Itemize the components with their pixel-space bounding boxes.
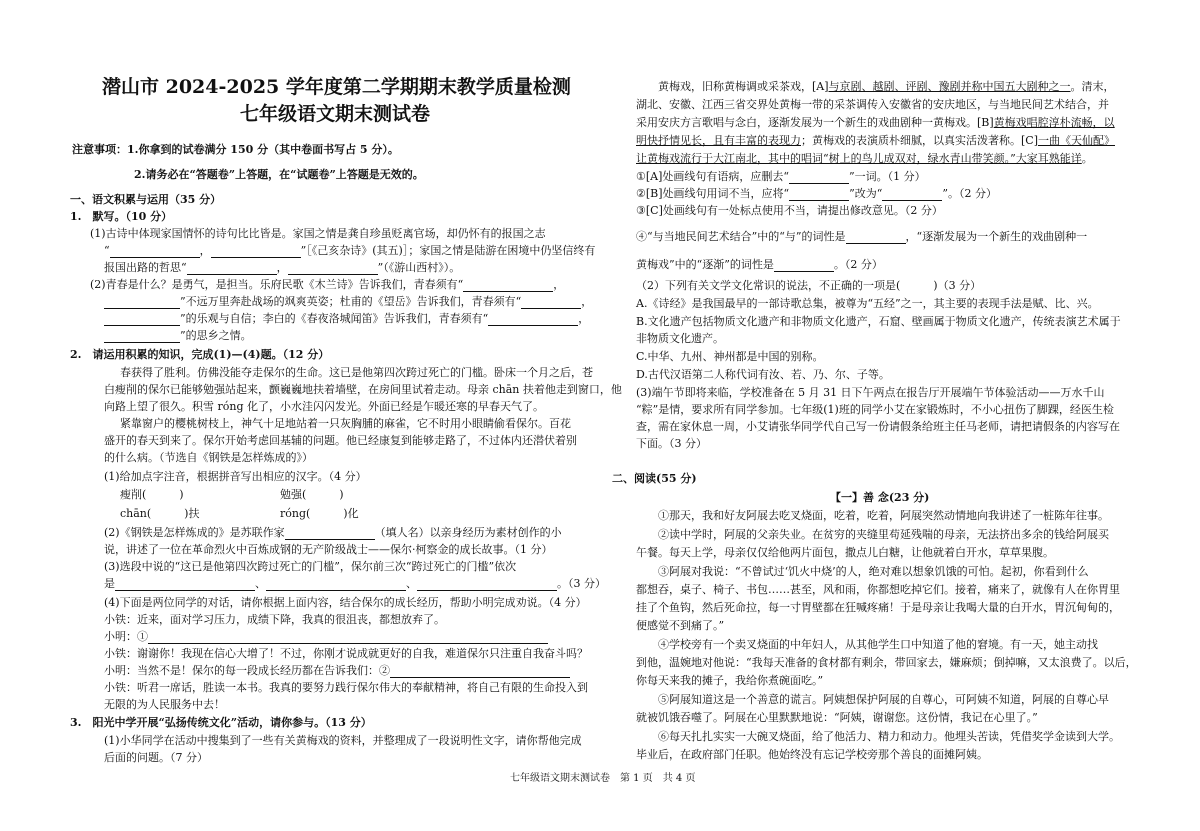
answer-blank[interactable]: [417, 579, 557, 591]
reading-title: 【一】善 念(23 分): [830, 491, 930, 504]
reading-paragraph: ②读中学时，阿展的父亲失业。在贫穷的夹缝里苟延残喘的母亲，无法挤出多余的钱给阿展买: [658, 528, 1109, 541]
q1-line-4: (2)青春是什么？是勇气，是担当。乐府民歌《木兰诗》告诉我们，青春须有“ ，: [90, 278, 565, 291]
info-line: 让黄梅戏流行于大江南北，其中的唱词“树上的鸟儿成双对，绿水青山带笑颜。”大家耳熟能详。: [636, 152, 1093, 165]
notes-2: 2.请务必在“答题卷”上答题，在“试题卷”上答题是无效的。: [134, 168, 424, 181]
answer-blank[interactable]: [488, 314, 578, 326]
answer-blank[interactable]: [288, 263, 378, 275]
passage-line: 白瘦削的保尔已能够勉强站起来，颤巍巍地扶着墙壁，在房间里试着走动。母亲 chān 扶着他走到窗口，他: [104, 383, 622, 396]
subq-a: ①[A]处画线句有语病，应删去“ ”一词。（1 分）: [636, 170, 926, 183]
q1-line-6: ”的乐观与自信；李白的《春夜洛城闻笛》告诉我们，青春须有“ ，: [104, 312, 589, 326]
subq-c: ③[C]处画线句有一处标点使用不当，请提出修改意见。（2 分）: [636, 204, 943, 217]
answer-blank[interactable]: [789, 189, 849, 201]
section-2-heading: 二、阅读(55 分): [612, 472, 697, 485]
info-line: 湖北、安徽、江西三省交界处黄梅一带的采茶调传入安徽省的安庆地区，与当地民间艺术结合，并: [636, 98, 1109, 111]
reading-paragraph: 挂了个鱼钩，然后死命拉，每一寸胃壁都在狂喊疼痛！于是母亲让我喝大量的白开水，胃沉甸甸的，: [636, 601, 1120, 614]
answer-blank[interactable]: [463, 280, 553, 292]
reading-paragraph: 就被饥饿吞噬了。阿展在心里默默地说：“阿姨，谢谢您。这份情，我记在心里了。”: [636, 711, 1038, 724]
reading-paragraph: ①那天，我和好友阿展去吃叉烧面，吃着，吃着，阿展突然动情地向我讲述了一桩陈年往事。: [658, 509, 1109, 522]
answer-blank[interactable]: [521, 297, 581, 309]
dialogue-line: 小铁：听君一席话，胜读一本书。我真的要努力践行保尔伟大的奉献精神，将自己有限的生命投入到: [104, 681, 588, 694]
answer-blank[interactable]: [148, 632, 548, 644]
q1-line-2: “ ， ”［《己亥杂诗》(其五)］；家国之情是陆游在困境中仍坚信终有: [104, 244, 596, 257]
exam-subtitle: 七年级语文期末测试卷: [240, 103, 431, 125]
answer-blank[interactable]: [789, 172, 849, 184]
subq-d-line-1: ④“与当地民间艺术结合”中的“与”的词性是 ，“逐渐发展为一个新生的戏曲剧种一: [636, 230, 1088, 243]
answer-blank[interactable]: [774, 260, 834, 272]
reading-paragraph: ⑤阿展知道这是一个善意的谎言。阿姨想保护阿展的自尊心，可阿姨不知道，阿展的自尊心早: [658, 693, 1109, 706]
dialogue-line: 小铁：谢谢你！我现在信心大增了！不过，你刚才说成就更好的自我，难道保尔只注重自我奋斗吗？: [104, 647, 588, 660]
q2-2-line-1: (2)《钢铁是怎样炼成的》是苏联作家 （填人名）以亲身经历为素材创作的小: [104, 526, 562, 539]
reading-paragraph: 毕业后，在政府部门任职。他始终没有忘记学校旁那个善良的面摊阿姨。: [636, 748, 988, 761]
pinyin-item[interactable]: róng( )化: [280, 507, 359, 520]
dialogue-line: 小明：当然不是！保尔的每一段成长经历都在告诉我们：②: [104, 664, 570, 678]
answer-blank[interactable]: [266, 579, 406, 591]
reading-paragraph: ③阿展对我说：“不曾试过‘饥火中烧’的人，绝对难以想象饥饿的可怕。起初，你看到什么: [658, 565, 1089, 578]
info-line: 黄梅戏，旧称黄梅调或采茶戏，[A]与京剧、越剧、评剧、豫剧并称中国五大剧种之一。清末，: [658, 80, 1115, 93]
answer-blank[interactable]: [846, 232, 906, 244]
passage-line: 的什么病。（节选自《钢铁是怎样炼成的》）: [104, 451, 313, 464]
pinyin-item[interactable]: chān( )扶: [120, 507, 200, 520]
passage-line: 紧靠窗户的樱桃树枝上，神气十足地站着一只灰胸脯的麻雀，它不时用小眼睛偷看保尔。百花: [120, 417, 571, 430]
option-b-cont: 非物质文化遗产。: [636, 332, 724, 345]
q3-3-line: “粽”是情，要求所有同学参加。七年级(1)班的同学小艾在家锻炼时，不小心扭伤了脚踝，经医生检: [636, 403, 1114, 416]
reading-paragraph: 到他，温婉地对他说：“我每天准备的食材都有剩余，带回家去，嫌麻烦；倒掉嘛，又太浪费了。以后，: [636, 656, 1137, 669]
answer-blank[interactable]: [115, 579, 255, 591]
q1-line-3: 报国出路的哲思“ ， ”（《游山西村》）。: [104, 261, 461, 274]
q2-1-prompt: (1)给加点字注音，根据拼音写出相应的汉字。（4 分）: [104, 470, 367, 483]
q1-line-1: (1)古诗中体现家国情怀的诗句比比皆是。家国之情是龚自珍虽贬离官场，却仍怀有的报国之志: [90, 227, 546, 240]
reading-paragraph: 都想吞，桌子、椅子、书包……甚至，风和雨，你都想吃掉它们。接着，痛来了，就像有人在你胃里: [636, 583, 1120, 596]
q2-4-prompt: (4)下面是两位同学的对话，请你根据上面内容，结合保尔的成长经历，帮助小明完成劝说。（4 分）: [104, 596, 587, 609]
q2-3-line-2: 是 、 、 。（3 分）: [104, 577, 606, 590]
answer-blank[interactable]: [390, 666, 570, 678]
subq-d-line-2: 黄梅戏”中的“逐渐”的词性是 。（2 分）: [636, 258, 883, 271]
answer-blank[interactable]: [104, 331, 180, 343]
q3-3-line: 查，需在家休息一周，小艾请张华同学代自己写一份请假条给班主任马老师，请把请假条的内容写在: [636, 420, 1120, 433]
answer-blank[interactable]: [110, 246, 200, 258]
answer-blank[interactable]: [104, 314, 180, 326]
q3-3-line: (3)端午节即将来临，学校准备在 5 月 31 日下午两点在报告厅开展端午节体验活动——万水千山: [636, 386, 1105, 399]
passage-line: 向路上望了很久。积雪 róng 化了，小水洼闪闪发光。外面已经是乍暖还寒的早春天气了。: [104, 400, 544, 413]
reading-paragraph: 午餐。每天上学，母亲仅仅给他两片面包，撒点儿白糖，让他就着白开水，草草果腹。: [636, 546, 1054, 559]
q3-1-line-1: (1)小华同学在活动中搜集到了一些有关黄梅戏的资料，并整理成了一段说明性文字，请你帮他完成: [104, 734, 582, 747]
page-footer: 七年级语文期末测试卷 第 1 页 共 4 页: [510, 773, 696, 784]
answer-blank[interactable]: [882, 189, 942, 201]
question-2: 2. 请运用积累的知识，完成(1)—(4)题。（12 分）: [70, 348, 330, 361]
q3-3-line: 下面。（3 分）: [636, 437, 707, 450]
answer-blank[interactable]: [187, 263, 277, 275]
reading-paragraph: ④学校旁有一个卖叉烧面的中年妇人，从其他学生口中知道了他的窘境。有一天，她主动找: [658, 638, 1098, 651]
reading-paragraph: ⑥每天扎扎实实一大碗叉烧面，给了他活力、精力和动力。他埋头苦读，凭借奖学金读到大学。: [658, 730, 1120, 743]
answer-blank[interactable]: [211, 246, 301, 258]
answer-blank[interactable]: [285, 528, 375, 540]
dialogue-line: 小明：①: [104, 630, 548, 644]
q2-2-line-2: 说，讲述了一位在革命烈火中百炼成钢的无产阶级战士——保尔·柯察金的成长故事。（1 分）: [104, 543, 553, 556]
reading-paragraph: 便感觉不到痛了。”: [636, 619, 725, 632]
answer-blank[interactable]: [104, 297, 180, 309]
reading-paragraph: 你每天来我的摊子，我给你煮碗面吃。”: [636, 674, 824, 687]
exam-title: 潜山市 2024-2025 学年度第二学期期末教学质量检测: [102, 76, 571, 98]
section-1-heading: 一、语文积累与运用（35 分）: [70, 193, 222, 206]
pinyin-item[interactable]: 勉强( ): [280, 488, 344, 501]
passage-line: 盛开的春天到来了。保尔开始考虑回基辅的问题。他已经康复到能够走路了，不过体内还潜伏着别: [104, 434, 577, 447]
info-line: 明快抒情见长，且有丰富的表现力；黄梅戏的表演质朴细腻，以真实活泼著称。[C]一曲《天仙配》: [636, 134, 1115, 147]
notes-1: 注意事项：1.你拿到的试卷满分 150 分（其中卷面书写占 5 分）。: [72, 143, 399, 156]
q1-line-7: ”的思乡之情。: [104, 329, 252, 343]
option-b[interactable]: B.文化遗产包括物质文化遗产和非物质文化遗产，石窟、壁画属于物质文化遗产，传统表演艺术属于: [636, 315, 1121, 328]
dialogue-line: 无限的为人民服务中去！: [104, 698, 225, 711]
question-3: 3. 阳光中学开展“弘扬传统文化”活动，请你参与。（13 分）: [70, 716, 372, 729]
q1-line-5: ”不远万里奔赴战场的飒爽英姿；杜甫的《望岳》告诉我们，青春须有“ ，: [104, 295, 592, 309]
pinyin-item[interactable]: 瘦削( ): [120, 488, 184, 501]
subq-b: ②[B]处画线句用词不当，应将“ ”改为“ ”。（2 分）: [636, 187, 998, 200]
q3-1-line-2: 后面的问题。（7 分）: [104, 751, 208, 764]
q3-2-prompt: （2）下列有关文学文化常识的说法，不正确的一项是( )（3 分）: [636, 279, 982, 292]
q2-3-line-1: (3)选段中说的“这已是他第四次跨过死亡的门槛”，保尔前三次“跨过死亡的门槛”依次: [104, 560, 517, 573]
question-1: 1. 默写。（10 分）: [70, 210, 173, 223]
passage-line: 春获得了胜利。仿佛没能夺走保尔的生命。这已是他第四次跨过死亡的门槛。卧床一个月之后，苍: [120, 366, 593, 379]
dialogue-line: 小铁：近来，面对学习压力，成绩下降，我真的很沮丧，都想放弃了。: [104, 613, 445, 626]
option-a[interactable]: A.《诗经》是我国最早的一部诗歌总集，被尊为“五经”之一，其主要的表现手法是赋、比、兴。: [636, 297, 1099, 310]
info-line: 采用安庆方言歌唱与念白，逐渐发展为一个新生的戏曲剧种一黄梅戏。[B]黄梅戏唱腔淳朴流畅，以: [636, 116, 1115, 129]
option-c[interactable]: C.中华、九州、神州都是中国的别称。: [636, 350, 824, 363]
option-d[interactable]: D.古代汉语第二人称代词有汝、若、乃、尔、子等。: [636, 368, 890, 381]
